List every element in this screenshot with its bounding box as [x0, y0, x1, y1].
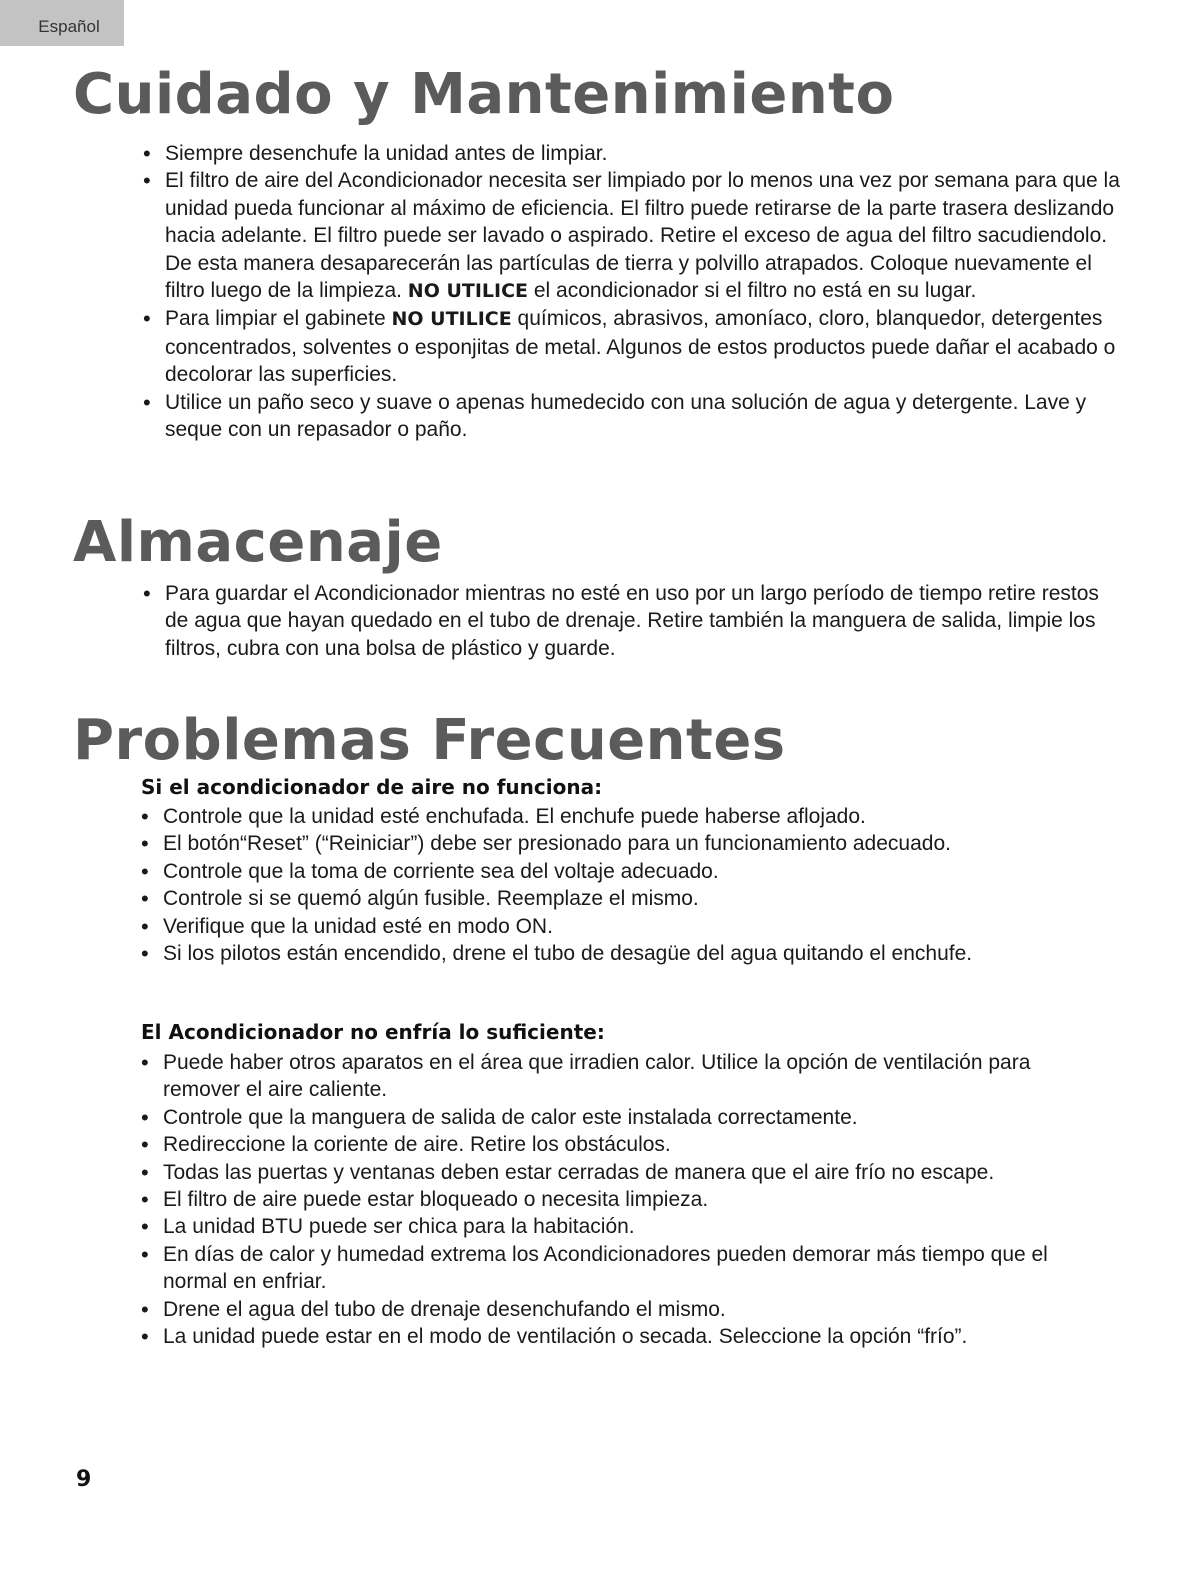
- list-item: • Controle que la manguera de salida de calor este instalada correctamente.: [139, 1104, 1109, 1131]
- list-item: • El filtro de aire del Acondicionador necesita ser limpiado por lo menos una vez por semana para que la unidad pueda funcionar al máximo de eficiencia. El filtro puede retirarse de la parte trasera deslizando hacia adelante. El filtro puede ser lavado o aspirado. Retire el exceso de agua del filtro sacudiendolo. De esta manera desaparecerán las partículas de tierra y polvillo atrapados. Coloque nuevamente el filtro luego de la limpieza. NO UTILICE el acondicionador si el filtro no está en su lugar.: [141, 167, 1121, 305]
- warning-emphasis: NO UTILICE: [391, 308, 512, 331]
- list-item: • El botón“Reset” (“Reiniciar”) debe ser presionado para un funcionamiento adecuado.: [139, 830, 1139, 857]
- list-item: • Siempre desenchufe la unidad antes de limpiar.: [141, 140, 1121, 167]
- care-list: [141, 140, 1121, 443]
- list-item: • Todas las puertas y ventanas deben estar cerradas de manera que el aire frío no escape.: [139, 1159, 1109, 1186]
- list-item: • El filtro de aire puede estar bloqueado o necesita limpieza.: [139, 1186, 1109, 1213]
- list-item: • Redireccione la coriente de aire. Retire los obstáculos.: [139, 1131, 1109, 1158]
- not-working-list: [139, 803, 1139, 967]
- list-item: • Utilice un paño seco y suave o apenas humedecido con una solución de agua y detergente. Lave y seque con un repasador o paño.: [141, 389, 1121, 444]
- section-title-storage: Almacenaje: [73, 510, 443, 575]
- list-item: • Puede haber otros aparatos en el área que irradien calor. Utilice la opción de ventilación para remover el aire caliente.: [139, 1049, 1109, 1104]
- section-title-care: Cuidado y Mantenimiento: [73, 62, 895, 127]
- warning-emphasis: NO UTILICE: [407, 280, 529, 303]
- list-item: • La unidad puede estar en el modo de ventilación o secada. Seleccione la opción “frío”.: [139, 1323, 1109, 1350]
- list-item: • Para guardar el Acondicionador mientras no esté en uso por un largo período de tiempo retire restos de agua que hayan quedado en el tubo de drenaje. Retire también la manguera de salida, limpie los filtros, cubra con una bolsa de plástico y guarde.: [141, 580, 1121, 662]
- list-item: • Controle si se quemó algún fusible. Reemplaze el mismo.: [139, 885, 1139, 912]
- list-item: • La unidad BTU puede ser chica para la habitación.: [139, 1213, 1109, 1240]
- list-item: • Controle que la toma de corriente sea del voltaje adecuado.: [139, 858, 1139, 885]
- subsection-heading-not-working: Si el acondicionador de aire no funciona:: [141, 775, 603, 799]
- list-item: • Controle que la unidad esté enchufada. El enchufe puede haberse aflojado.: [139, 803, 1139, 830]
- section-title-troubleshooting: Problemas Frecuentes: [73, 708, 786, 773]
- list-item: • Si los pilotos están encendido, drene el tubo de desagüe del agua quitando el enchufe.: [139, 940, 1139, 967]
- list-item: • Drene el agua del tubo de drenaje desenchufando el mismo.: [139, 1296, 1109, 1323]
- storage-list: [141, 580, 1121, 662]
- list-item: • Para limpiar el gabinete NO UTILICE químicos, abrasivos, amoníaco, cloro, blanquedor, detergentes concentrados, solventes o esponjitas de metal. Algunos de estos productos puede dañar el acabado o decolorar las superficies.: [141, 305, 1121, 388]
- list-item: • En días de calor y humedad extrema los Acondicionadores pueden demorar más tiempo que el normal en enfriar.: [139, 1241, 1109, 1296]
- language-tab-label: Español: [38, 17, 100, 36]
- subsection-heading-not-cooling: El Acondicionador no enfría lo suficiente:: [141, 1020, 605, 1044]
- not-cooling-list: [139, 1049, 1109, 1350]
- page-number: 9: [76, 1467, 92, 1492]
- list-item: • Verifique que la unidad esté en modo ON.: [139, 913, 1139, 940]
- language-tab: [0, 0, 124, 46]
